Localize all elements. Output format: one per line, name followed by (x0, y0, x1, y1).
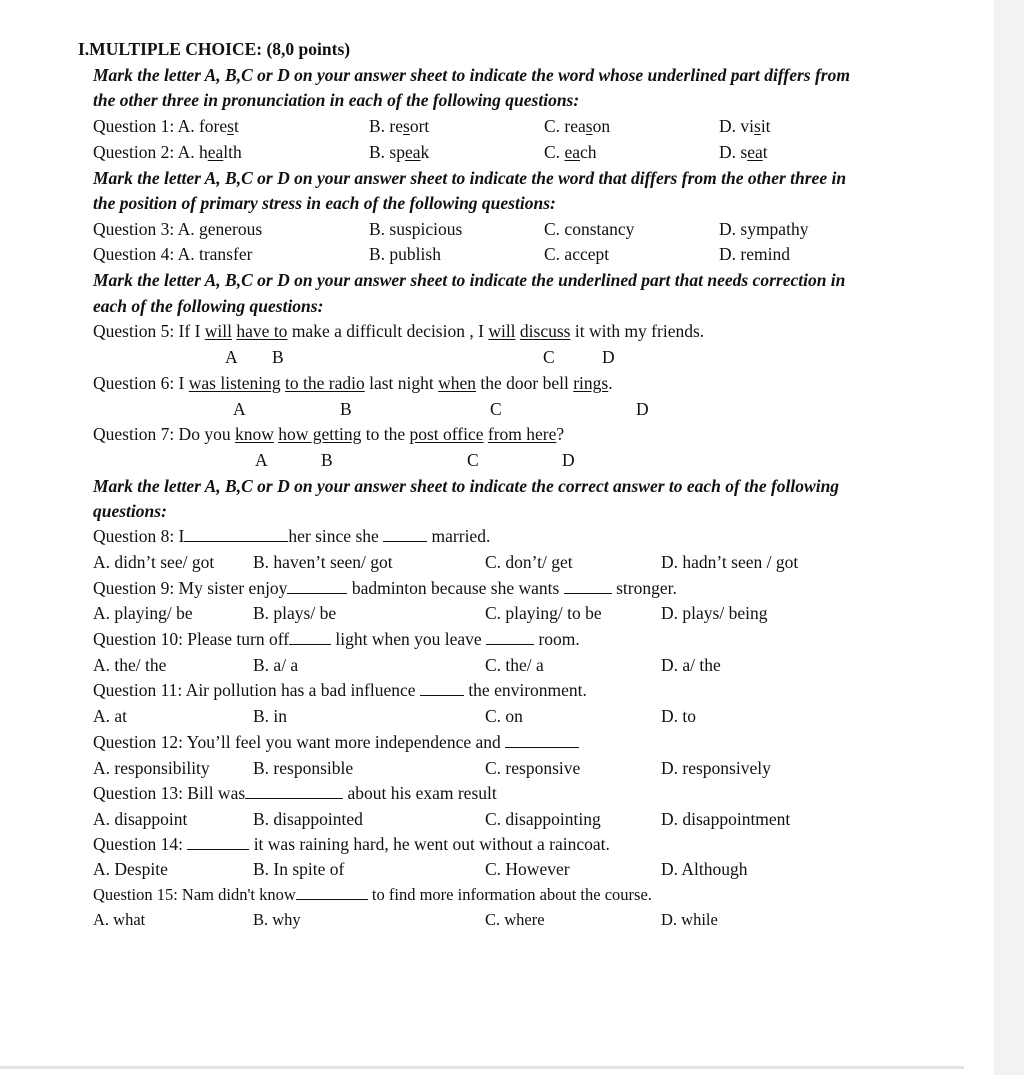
question-8-option-c: C. don’t/ get (485, 552, 573, 572)
q5-part-b: have to (236, 321, 288, 341)
question-3-option-c: C. constancy (544, 219, 635, 239)
question-13-option-d: D. disappointment (661, 809, 791, 829)
question-14-stem (93, 833, 610, 855)
q7-text-5: ? (556, 424, 565, 444)
q7-marker-b: B (321, 450, 333, 470)
page-divider (0, 1066, 964, 1069)
q6-marker-a: A (233, 399, 246, 419)
question-10-option-c: C. the/ a (485, 655, 544, 675)
q7-text-3: to the (361, 424, 410, 444)
q2-a-post: lth (223, 142, 242, 162)
question-12-option-c: C. responsive (485, 758, 581, 778)
answer-blank (187, 835, 249, 850)
q14-stem-2: it was raining hard, he went out without a raincoat. (253, 834, 610, 854)
question-9-stem (93, 577, 677, 599)
q6-part-c: when (438, 373, 477, 393)
question-2-option-c (544, 141, 597, 163)
q6-part-d: rings (573, 373, 609, 393)
q1-d-post: it (760, 116, 771, 136)
section-title: I.MULTIPLE CHOICE: (8,0 points) (78, 39, 351, 59)
q8-stem-1: Question 8: I (93, 526, 185, 546)
answer-blank (486, 630, 534, 645)
q1-d-underlined: s (754, 116, 761, 136)
question-1-option-a (93, 115, 239, 137)
question-12-option-a: A. responsibility (93, 758, 210, 778)
question-11-option-a: A. at (93, 706, 128, 726)
instruction-error-line1: Mark the letter A, B,C or D on your answer sheet to indicate the underlined part that needs correction in (93, 270, 846, 290)
question-11-option-b: B. in (253, 706, 288, 726)
question-13-option-c: C. disappointing (485, 809, 601, 829)
question-11-option-c: C. on (485, 706, 523, 726)
question-15-option-a: A. what (93, 910, 146, 929)
q5-text-3: make a difficult decision , I (287, 321, 489, 341)
question-15-option-c: C. where (485, 910, 545, 929)
q9-stem-3: stronger. (616, 578, 677, 598)
question-14-option-a: A. Despite (93, 859, 168, 879)
question-12-stem (93, 731, 579, 753)
question-8-option-d: D. hadn’t seen / got (661, 552, 799, 572)
q5-text-1: Question 5: If I (93, 321, 205, 341)
question-2-option-d (719, 141, 768, 163)
q6-text-4: the door bell (476, 373, 574, 393)
answer-blank (564, 579, 612, 594)
instruction-correct-line1: Mark the letter A, B,C or D on your answer sheet to indicate the correct answer to each of the following (93, 476, 840, 496)
question-11-option-d: D. to (661, 706, 696, 726)
question-4-option-a: Question 4: A. transfer (93, 244, 253, 264)
q1-d-pre: D. vi (719, 116, 754, 136)
q2-a-pre: h (198, 142, 208, 162)
instruction-pronunciation-line1: Mark the letter A, B,C or D on your answer sheet to indicate the word whose underlined part differs from (93, 65, 850, 85)
q7-part-a: know (234, 424, 274, 444)
q9-stem-2: badminton because she wants (351, 578, 560, 598)
answer-blank (383, 527, 427, 542)
q1-c-underlined: s (585, 116, 593, 136)
q7-marker-c: C (467, 450, 479, 470)
question-13-option-b: B. disappointed (253, 809, 363, 829)
instruction-correct-line2: questions: (93, 501, 167, 521)
q5-part-a: will (204, 321, 233, 341)
q2-b-post: k (420, 142, 430, 162)
question-14-option-b: B. In spite of (253, 859, 345, 879)
question-15-option-d: D. while (661, 910, 718, 929)
question-2-label: Question 2: A. (93, 142, 199, 162)
q10-stem-2: light when you leave (335, 629, 482, 649)
q8-stem-2: her since she (288, 526, 379, 546)
question-11-stem (93, 679, 587, 701)
question-3-option-b: B. suspicious (369, 219, 463, 239)
answer-blank (287, 579, 347, 594)
question-14-option-c: C. However (485, 859, 570, 879)
question-5-sentence (93, 320, 704, 342)
question-10-option-a: A. the/ the (93, 655, 167, 675)
question-4-option-b: B. publish (369, 244, 441, 264)
q5-part-c: will (488, 321, 516, 341)
question-15-option-b: B. why (253, 910, 301, 929)
viewer-scroll-gutter (994, 0, 1024, 1075)
question-10-stem (93, 628, 580, 650)
q2-c-underlined: ea (564, 142, 580, 162)
q7-text-1: Question 7: Do you (93, 424, 235, 444)
question-8-stem (93, 525, 490, 547)
q6-text-3: last night (364, 373, 439, 393)
q11-stem-1: Question 11: Air pollution has a bad influence (93, 680, 416, 700)
q1-c-post: on (592, 116, 611, 136)
question-3-option-a: Question 3: A. generous (93, 219, 263, 239)
question-12-option-d: D. responsively (661, 758, 771, 778)
q6-part-b: to the radio (285, 373, 365, 393)
q10-stem-1: Question 10: Please turn off (93, 629, 290, 649)
question-8-option-a: A. didn’t see/ got (93, 552, 215, 572)
question-12-option-b: B. responsible (253, 758, 354, 778)
q6-marker-d: D (636, 399, 649, 419)
q1-b-post: ort (409, 116, 430, 136)
q7-marker-d: D (562, 450, 575, 470)
question-1-option-c (544, 115, 610, 137)
q5-marker-a: A (225, 347, 238, 367)
q2-d-underlined: ea (747, 142, 763, 162)
q11-stem-2: the environment. (468, 680, 587, 700)
q5-marker-b: B (272, 347, 284, 367)
q6-text-5: . (608, 373, 613, 393)
q10-stem-3: room. (538, 629, 580, 649)
instruction-stress-line2: the position of primary stress in each of the following questions: (93, 193, 556, 213)
q2-b-pre: B. sp (369, 142, 405, 162)
question-2-option-a (93, 141, 242, 163)
question-9-option-d: D. plays/ being (661, 603, 768, 623)
q7-part-c: post office (409, 424, 484, 444)
instruction-pronunciation-line2: the other three in pronunciation in each of the following questions: (93, 90, 580, 110)
answer-blank (289, 630, 331, 645)
q2-c-pre: C. (544, 142, 565, 162)
q6-text-1: Question 6: I (93, 373, 189, 393)
q5-text-5: it with my friends. (570, 321, 705, 341)
q12-stem-1: Question 12: You’ll feel you want more independence and (93, 732, 501, 752)
answer-blank (505, 733, 579, 748)
question-1-option-d (719, 115, 771, 137)
q9-stem-1: Question 9: My sister enjoy (93, 578, 288, 598)
q14-stem-1: Question 14: (93, 834, 183, 854)
q6-part-a: was listening (188, 373, 281, 393)
q6-marker-b: B (340, 399, 352, 419)
q2-d-pre: D. s (719, 142, 748, 162)
q1-a-underlined: s (227, 116, 234, 136)
q1-b-underlined: s (403, 116, 410, 136)
q2-a-underlined: ea (207, 142, 224, 162)
q6-marker-c: C (490, 399, 502, 419)
question-13-option-a: A. disappoint (93, 809, 188, 829)
question-6-sentence (93, 372, 613, 394)
question-10-option-b: B. a/ a (253, 655, 299, 675)
q1-b-pre: B. re (369, 116, 404, 136)
question-7-sentence (93, 423, 564, 445)
question-1-option-b (369, 115, 429, 137)
q7-part-d: from here (487, 424, 557, 444)
q1-a-post: t (233, 116, 239, 136)
q13-stem-1: Question 13: Bill was (93, 783, 246, 803)
q5-marker-d: D (602, 347, 615, 367)
q2-b-underlined: ea (404, 142, 421, 162)
q2-c-post: ch (579, 142, 597, 162)
question-1-label: Question 1: A. (93, 116, 199, 136)
question-4-option-d: D. remind (719, 244, 790, 264)
question-4-option-c: C. accept (544, 244, 610, 264)
question-15-stem (93, 884, 652, 906)
question-2-option-b (369, 141, 429, 163)
q7-marker-a: A (255, 450, 268, 470)
q1-a-pre: fore (198, 116, 228, 136)
question-3-option-d: D. sympathy (719, 219, 809, 239)
question-10-option-d: D. a/ the (661, 655, 721, 675)
answer-blank (245, 784, 343, 799)
question-14-option-d: D. Although (661, 859, 748, 879)
answer-blank (420, 681, 464, 696)
question-9-option-b: B. plays/ be (253, 603, 337, 623)
instruction-error-line2: each of the following questions: (93, 296, 324, 316)
question-9-option-a: A. playing/ be (93, 603, 193, 623)
answer-blank (296, 885, 368, 900)
instruction-stress-line1: Mark the letter A, B,C or D on your answer sheet to indicate the word that differs from the other three in (93, 168, 847, 188)
question-8-option-b: B. haven’t seen/ got (253, 552, 393, 572)
q15-stem-1: Question 15: Nam didn't know (93, 885, 296, 904)
q5-part-d: discuss (519, 321, 571, 341)
q7-part-b: how getting (278, 424, 362, 444)
q15-stem-2: to find more information about the course. (371, 885, 652, 904)
question-9-option-c: C. playing/ to be (485, 603, 602, 623)
q5-marker-c: C (543, 347, 555, 367)
answer-blank (184, 527, 288, 542)
q2-d-post: t (762, 142, 768, 162)
q13-stem-2: about his exam result (347, 783, 497, 803)
q8-stem-3: married. (431, 526, 491, 546)
question-13-stem (93, 782, 497, 804)
q1-c-pre: C. rea (544, 116, 586, 136)
